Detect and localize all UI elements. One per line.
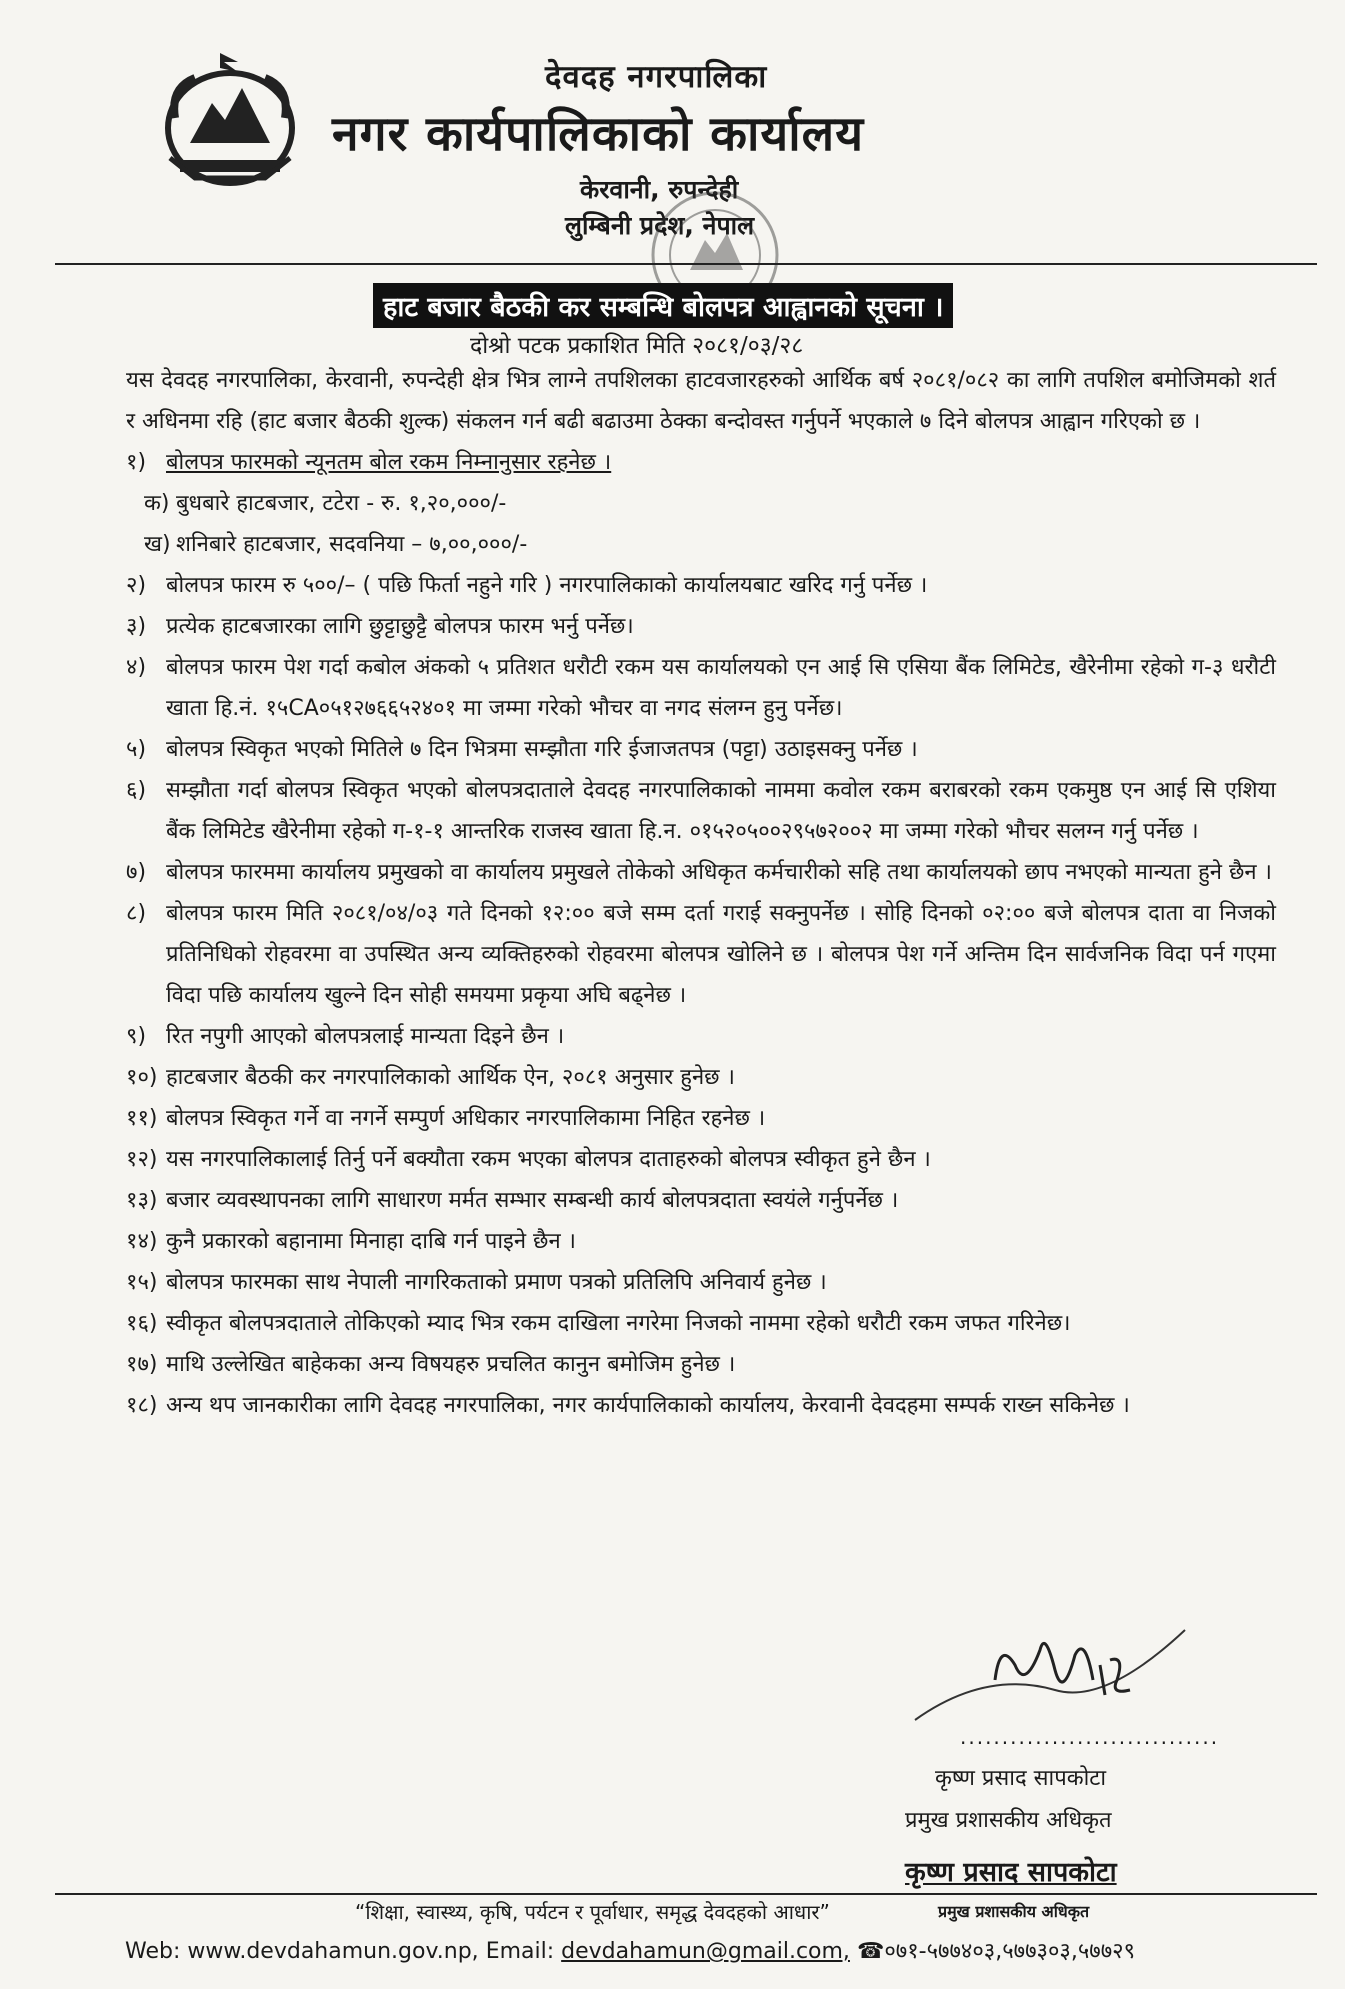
item-number: ३) xyxy=(126,614,147,639)
item-text: स्वीकृत बोलपत्रदाताले तोकिएको म्याद भित्र रकम दाखिला नगरेमा निजको नाममा रहेको धरौटी रकम जफत गरिनेछ। xyxy=(166,1311,1071,1336)
bid-item-text: शनिबारे हाटबजार, सदवनिया – ७,००,०००/- xyxy=(176,532,528,557)
municipality-name: देवदह नगरपालिका xyxy=(545,59,768,95)
item-number: २) xyxy=(126,573,147,598)
bid-item-number: ख) xyxy=(144,532,171,557)
item-text: माथि उल्लेखित बाहेकका अन्य विषयहरु प्रचलित कानुन बमोजिम हुनेछ । xyxy=(166,1352,736,1377)
item-number: ६) xyxy=(126,778,147,803)
list-item xyxy=(126,1057,1276,1098)
item-text: यस नगरपालिकालाई तिर्नु पर्ने बक्यौता रकम भएका बोलपत्र दाताहरुको बोलपत्र स्वीकृत हुने छैन । xyxy=(166,1147,931,1172)
item-number: १) xyxy=(126,450,147,475)
item-number: १३) xyxy=(126,1188,158,1213)
item-number: १८) xyxy=(126,1393,158,1418)
bid-item xyxy=(126,483,1276,524)
address-line-1: केरवानी, रुपन्देही xyxy=(580,175,739,204)
item-text: बजार व्यवस्थापनका लागि साधारण मर्मत सम्भार सम्बन्धी कार्य बोलपत्रदाता स्वयंले गर्नुपर्नेछ । xyxy=(166,1188,899,1213)
web-label: Web: xyxy=(125,1939,181,1964)
item-number: १४) xyxy=(126,1229,158,1254)
list-item xyxy=(126,770,1276,852)
item-text: सम्झौता गर्दा बोलपत्र स्विकृत भएको बोलपत्रदाताले देवदह नगरपालिकाको नाममा कवोल रकम बराबरको रकम एकमुष्ठ एन आई सि एशिया बैंक लिमिटेड खैरेनीमा रहेको ग-१-१ आन्तरिक राजस्व खाता हि.न. ०१५२०५००२९५७२००२ मा जम्मा गरेको भौचर सलग्न गर्नु पर्नेछ । xyxy=(166,778,1276,844)
bid-item-number: क) xyxy=(144,491,170,516)
item-number: ४) xyxy=(126,655,147,680)
list-item xyxy=(126,647,1276,729)
footer-slogan: “शिक्षा, स्वास्थ्य, कृषि, पर्यटन र पूर्वाधार, समृद्ध देवदहको आधार” xyxy=(355,1900,830,1924)
bid-item xyxy=(126,524,1276,565)
list-item xyxy=(126,565,1276,606)
footer-divider xyxy=(55,1893,1317,1895)
handwritten-signature xyxy=(905,1610,1195,1740)
list-item xyxy=(126,1098,1276,1139)
bid-item-text: बुधबारे हाटबजार, टटेरा - रु. १,२०,०००/- xyxy=(176,491,507,516)
item-text: बोलपत्र स्विकृत गर्ने वा नगर्ने सम्पुर्ण अधिकार नगरपालिकामा निहित रहनेछ । xyxy=(166,1106,766,1131)
item-text: रित नपुगी आएको बोलपत्रलाई मान्यता दिइने छैन । xyxy=(166,1024,565,1049)
item-number: ८) xyxy=(126,901,147,926)
item-text: कुनै प्रकारको बहानामा मिनाहा दाबि गर्न पाइने छैन । xyxy=(166,1229,577,1254)
item-number: १६) xyxy=(126,1311,158,1336)
intro-paragraph: यस देवदह नगरपालिका, केरवानी, रुपन्देही क्षेत्र भित्र लाग्ने तपशिलका हाटवजारहरुको आर्थिक बर्ष २०८१/०८२ का लागि तपशिल बमोजिमको शर्त र अधिनमा रहि (हाट बजार बैठकी शुल्क) संकलन गर्न बढी बढाउमा ठेक्का बन्दोवस्त गर्नुपर्ने भएकाले ७ दिने बोलपत्र आह्वान गरिएको छ । xyxy=(126,368,1276,434)
phone-numbers: ☎०७१-५७७४०३,५७७३०३,५७७२९ xyxy=(856,1939,1136,1964)
notice-title: हाट बजार बैठकी कर सम्बन्धि बोलपत्र आह्वानको सूचना । xyxy=(373,283,953,328)
item-text: बोलपत्र फारमको न्यूनतम बोल रकम निम्नानुसार रहनेछ । xyxy=(166,450,612,475)
item-number: १७) xyxy=(126,1352,158,1377)
list-item xyxy=(126,1221,1276,1262)
nepal-emblem-icon xyxy=(150,48,310,198)
footer-contact xyxy=(125,1935,1135,1965)
header-divider xyxy=(55,263,1317,265)
item-text: बोलपत्र फारम रु ५००/– ( पछि फिर्ता नहुने गरि ) नगरपालिकाको कार्यालयबाट खरिद गर्नु पर्नेछ । xyxy=(166,573,928,598)
item-text: हाटबजार बैठकी कर नगरपालिकाको आर्थिक ऐन, २०८१ अनुसार हुनेछ । xyxy=(166,1065,735,1090)
list-item xyxy=(126,606,1276,647)
signatory-designation: प्रमुख प्रशासकीय अधिकृत xyxy=(905,1808,1112,1833)
item-text: अन्य थप जानकारीका लागि देवदह नगरपालिका, नगर कार्यपालिकाको कार्यालय, केरवानी देवदहमा सम्पर्क राख्न सकिनेछ । xyxy=(166,1393,1130,1418)
item-text: बोलपत्र फारम पेश गर्दा कबोल अंकको ५ प्रतिशत धरौटी रकम यस कार्यालयको एन आई सि एसिया बैंक लिमिटेड, खैरेनीमा रहेको ग-३ धरौटी खाता हि.नं. १५CA०५१२७६६५२४०१ मा जम्मा गरेको भौचर वा नगद संलग्न हुनु पर्नेछ। xyxy=(166,655,1276,721)
item-text: बोलपत्र फारमका साथ नेपाली नागरिकताको प्रमाण पत्रको प्रतिलिपि अनिवार्य हुनेछ । xyxy=(166,1270,827,1295)
website-link[interactable]: www.devdahamun.gov.np, xyxy=(187,1939,479,1964)
item-text: बोलपत्र स्विकृत भएको मितिले ७ दिन भित्रमा सम्झौता गरि ईजाजतपत्र (पट्टा) उठाइसक्नु पर्नेछ । xyxy=(166,737,918,762)
list-item xyxy=(126,1344,1276,1385)
list-item xyxy=(126,1385,1276,1426)
office-name: नगर कार्यपालिकाको कार्यालय xyxy=(332,106,865,162)
item-text: प्रत्येक हाटबजारका लागि छुट्टाछुट्टै बोलपत्र फारम भर्नु पर्नेछ। xyxy=(166,614,634,639)
item-number: ७) xyxy=(126,860,147,885)
email-label: Email: xyxy=(485,1939,555,1964)
list-item xyxy=(126,1303,1276,1344)
name-stamp: कृष्ण प्रसाद सापकोटा xyxy=(905,1857,1117,1888)
item-text: बोलपत्र फारममा कार्यालय प्रमुखको वा कार्यालय प्रमुखले तोकेको अधिकृत कर्मचारीको सहि तथा कार्यालयको छाप नभएको मान्यता हुने छैन । xyxy=(166,860,1272,885)
list-item xyxy=(126,729,1276,770)
address-line-2: लुम्बिनी प्रदेश, नेपाल xyxy=(565,211,755,240)
item-number: ९) xyxy=(126,1024,147,1049)
list-item xyxy=(126,1016,1276,1057)
signatory-name: कृष्ण प्रसाद सापकोटा xyxy=(935,1766,1107,1791)
email-link[interactable]: devdahamun@gmail.com, xyxy=(561,1939,850,1964)
list-item xyxy=(126,852,1276,893)
reprint-date: दोश्रो पटक प्रकाशित मिति २०८१/०३/२८ xyxy=(470,333,804,359)
notice-body xyxy=(126,360,1276,1426)
list-item xyxy=(126,1180,1276,1221)
item-number: १०) xyxy=(126,1065,158,1090)
item-number: ११) xyxy=(126,1106,158,1131)
list-item xyxy=(126,893,1276,1016)
list-item xyxy=(126,442,1276,483)
list-item xyxy=(126,1139,1276,1180)
item-text: बोलपत्र फारम मिति २०८१/०४/०३ गते दिनको १२:०० बजे सम्म दर्ता गराई सक्नुपर्नेछ । सोहि दिनको ०२:०० बजे बोलपत्र दाता वा निजको प्रतिनिधिको रोहवरमा वा उपस्थित अन्य व्यक्तिहरुको रोहवरमा बोलपत्र खोलिने छ । बोलपत्र पेश गर्ने अन्तिम दिन सार्वजनिक विदा पर्न गएमा विदा पछि कार्यालय खुल्ने दिन सोही समयमा प्रकृया अघि बढ्नेछ । xyxy=(166,901,1276,1008)
list-item xyxy=(126,1262,1276,1303)
signature-line: ............................... xyxy=(960,1725,1220,1749)
item-number: १२) xyxy=(126,1147,158,1172)
designation-stamp: प्रमुख प्रशासकीय अधिकृत xyxy=(938,1902,1090,1921)
item-number: १५) xyxy=(126,1270,158,1295)
item-number: ५) xyxy=(126,737,147,762)
